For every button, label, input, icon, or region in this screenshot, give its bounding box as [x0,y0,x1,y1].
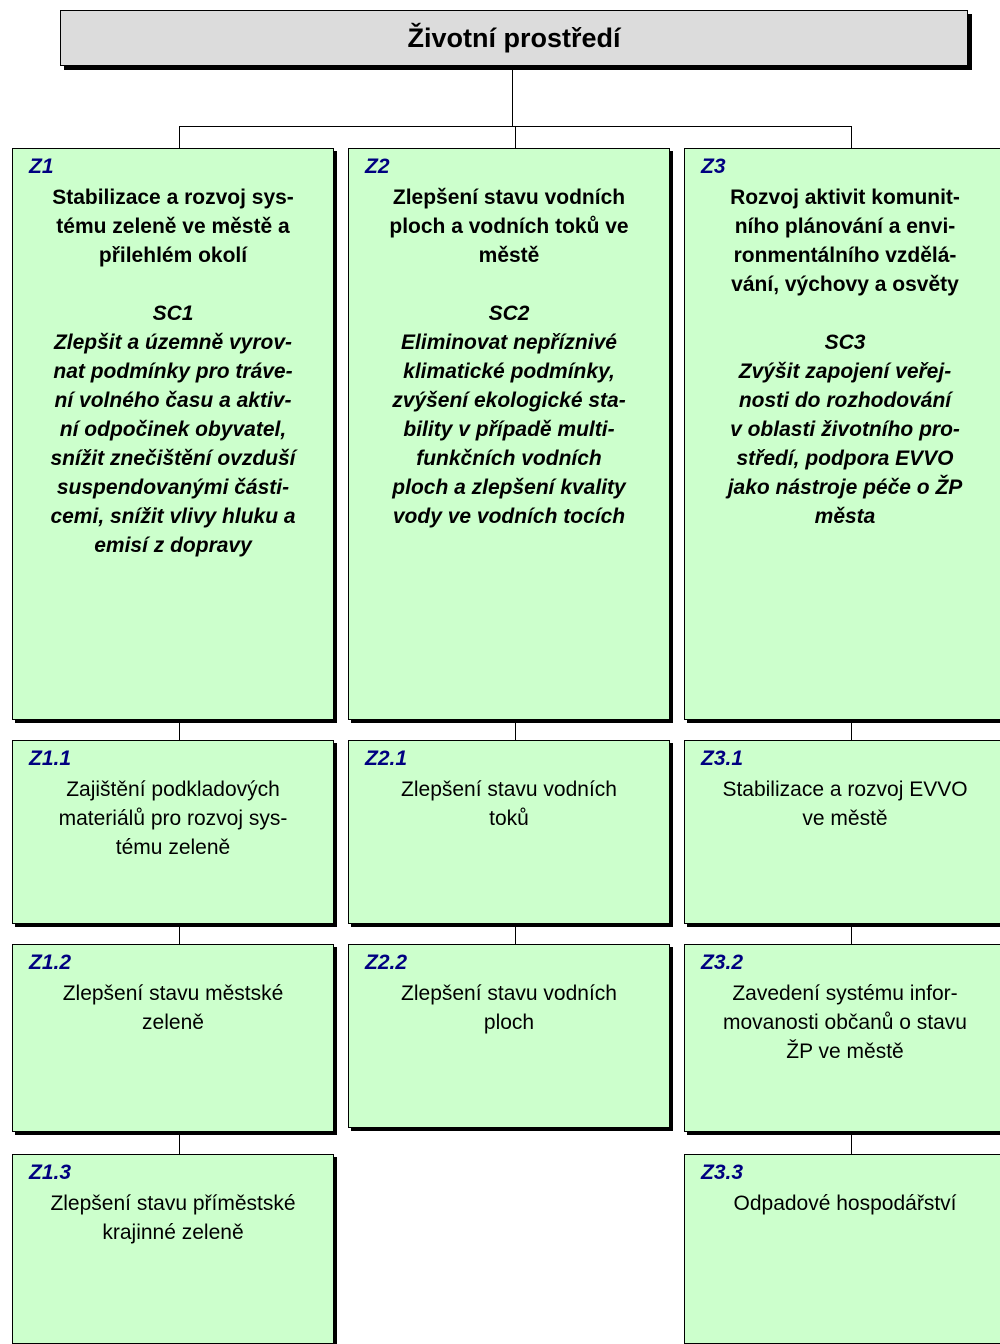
root-title: Životní prostředí [407,22,621,53]
goal-title: Stabilizace a rozvoj sys- tému zeleně ve městě a přilehlém okolí [52,186,294,267]
measure-code: Z2.2 [365,951,408,974]
subgoal-code: SC2 [488,302,530,325]
measure-text: Zlepšení stavu vodních ploch [401,982,617,1034]
connector-z3-z3-1 [851,720,852,740]
measure-z1-3 [12,1154,334,1344]
measure-text: Zlepšení stavu vodních toků [401,778,617,830]
measure-text: Zlepšení stavu příměstské krajinné zeleně [50,1192,296,1244]
measure-text: Stabilizace a rozvoj EVVO ve městě [722,778,968,830]
subgoal-text: Eliminovat nepříznivé klimatické podmínky, zvýšení ekologické sta- bility v případě multi- funkčních vodních ploch a zlepšení kvality vody ve vodních tocích [392,331,626,528]
measure-z3-2 [684,944,1000,1132]
measure-code: Z1.1 [29,747,72,770]
goal-code: Z1 [29,155,54,178]
goal-title: Zlepšení stavu vodních ploch a vodních toků ve městě [389,186,629,267]
connector-z1-down [179,126,180,148]
goal-z2 [348,148,670,720]
measure-code: Z3.3 [701,1161,744,1184]
measure-text: Odpadové hospodářství [733,1192,957,1215]
measure-text: Zajištění podkladových materiálů pro rozvoj sys- tému zeleně [58,778,288,859]
measure-code: Z2.1 [365,747,408,770]
connector-z2-1-z2-2 [515,924,516,944]
goal-z3 [684,148,1000,720]
measure-z1-1 [12,740,334,924]
connector-z1-1-z1-2 [179,924,180,944]
connector-z2-z2-1 [515,720,516,740]
subgoal-code: SC3 [824,331,866,354]
measure-text: Zavedení systému infor- movanosti občanů o stavu ŽP ve městě [723,982,967,1063]
measure-z2-1 [348,740,670,924]
subgoal-text: Zvýšit zapojení veřej- nosti do rozhodování v oblasti životního pro- středí, podpora EVVO jako nástroje péče o ŽP města [727,360,963,528]
subgoal-code: SC1 [152,302,194,325]
root-node [60,10,968,66]
measure-code: Z3.2 [701,951,744,974]
connector-z1-2-z1-3 [179,1132,180,1154]
connector-z3-1-z3-2 [851,924,852,944]
connector-root-down [512,70,513,126]
measure-code: Z1.3 [29,1161,72,1184]
goal-code: Z2 [365,155,390,178]
measure-code: Z3.1 [701,747,744,770]
measure-z2-2 [348,944,670,1128]
measure-z1-2 [12,944,334,1132]
connector-z3-2-z3-3 [851,1132,852,1154]
goal-code: Z3 [701,155,726,178]
connector-z2-down [515,126,516,148]
connector-z3-down [851,126,852,148]
goal-title: Rozvoj aktivit komunit- ního plánování a envi- ronmentálního vzdělá- vání, výchovy a osvěty [730,186,960,296]
subgoal-text: Zlepšit a územně vyrov- nat podmínky pro tráve- ní volného času a aktiv- ní odpočinek obyvatel, snížit znečištění ovzduší suspendovanými části- cemi, snížit vlivy hluku a emisí z dopravy [50,331,296,557]
connector-z1-z1-1 [179,720,180,740]
measure-z3-1 [684,740,1000,924]
goal-z1 [12,148,334,720]
measure-code: Z1.2 [29,951,72,974]
measure-z3-3 [684,1154,1000,1344]
measure-text: Zlepšení stavu městské zeleně [62,982,284,1034]
